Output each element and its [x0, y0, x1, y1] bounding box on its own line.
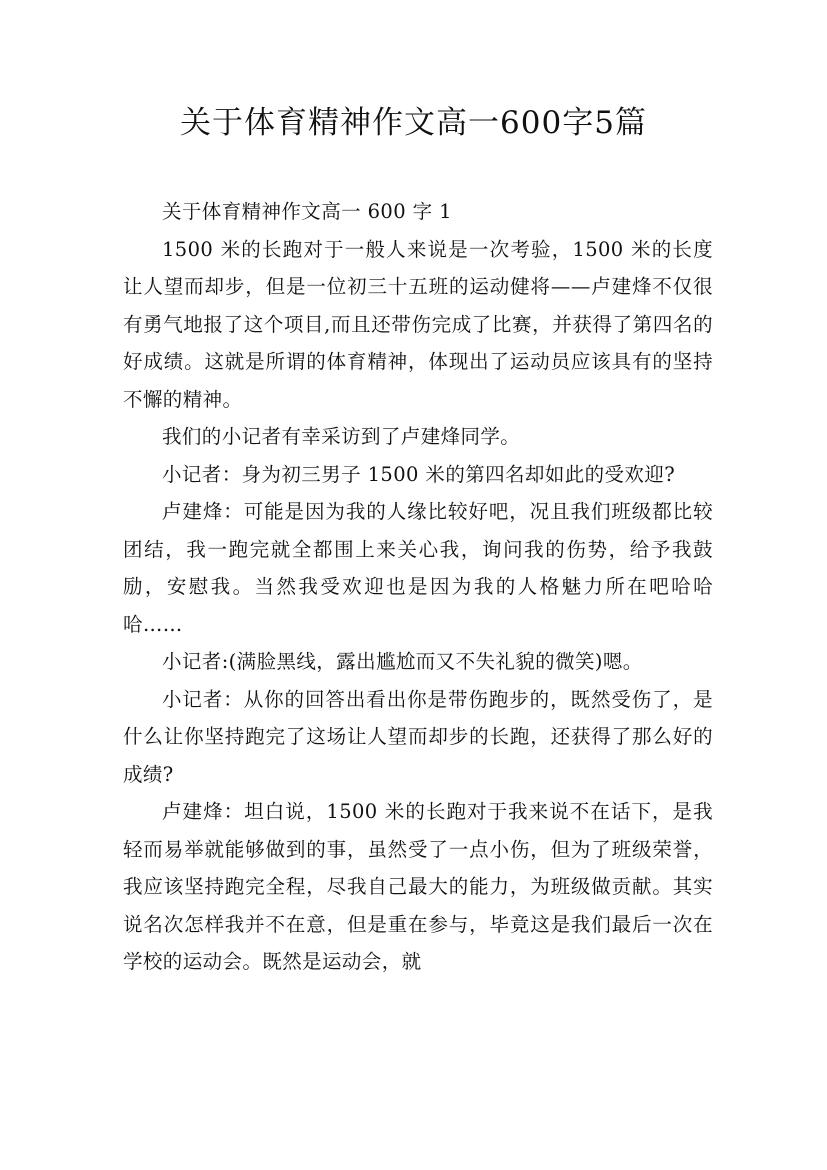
- paragraph-interview-lead: 我们的小记者有幸采访到了卢建烽同学。: [162, 425, 521, 448]
- paragraph-intro: 1500 米的长跑对于一般人来说是一次考验，1500 米的长度让人望而却步，但是一位初三十五班的运动健将——卢建烽不仅很有勇气地报了这个项目,而且还带伤完成了比赛，并获得了第四名的好成绩。这就是所谓的体育精神，体现出了运动员应该具有的坚持不懈的精神。: [123, 237, 713, 411]
- paragraph-reporter-question-1: 小记者：身为初三男子 1500 米的第四名却如此的受欢迎?: [162, 462, 676, 486]
- document-title: 关于体育精神作文高一600字5篇: [180, 105, 647, 141]
- section-heading: 关于体育精神作文高一 600 字 1: [162, 200, 452, 223]
- paragraph-reporter-question-2: 小记者：从你的回答出看出你是带伤跑步的，既然受伤了，是什么让你坚持跑完了这场让人望而却步的长跑，还获得了那么好的成绩?: [123, 687, 713, 786]
- document-body: [123, 193, 713, 981]
- paragraph-answer-1: 卢建烽：可能是因为我的人缘比较好吧，况且我们班级都比较团结，我一跑完就全都围上来关心我，询问我的伤势，给予我鼓励，安慰我。当然我受欢迎也是因为我的人格魅力所在吧哈哈哈……: [123, 500, 713, 636]
- paragraph-reporter-reaction: 小记者:(满脸黑线，露出尴尬而又不失礼貌的微笑)嗯。: [162, 650, 643, 673]
- paragraph-answer-2: 卢建烽：坦白说，1500 米的长跑对于我来说不在话下，是我轻而易举就能够做到的事，虽然受了一点小伤，但为了班级荣誉，我应该坚持跑完全程，尽我自己最大的能力，为班级做贡献。其实说名次怎样我并不在意，但是重在参与，毕竟这是我们最后一次在学校的运动会。既然是运动会，就: [123, 800, 713, 973]
